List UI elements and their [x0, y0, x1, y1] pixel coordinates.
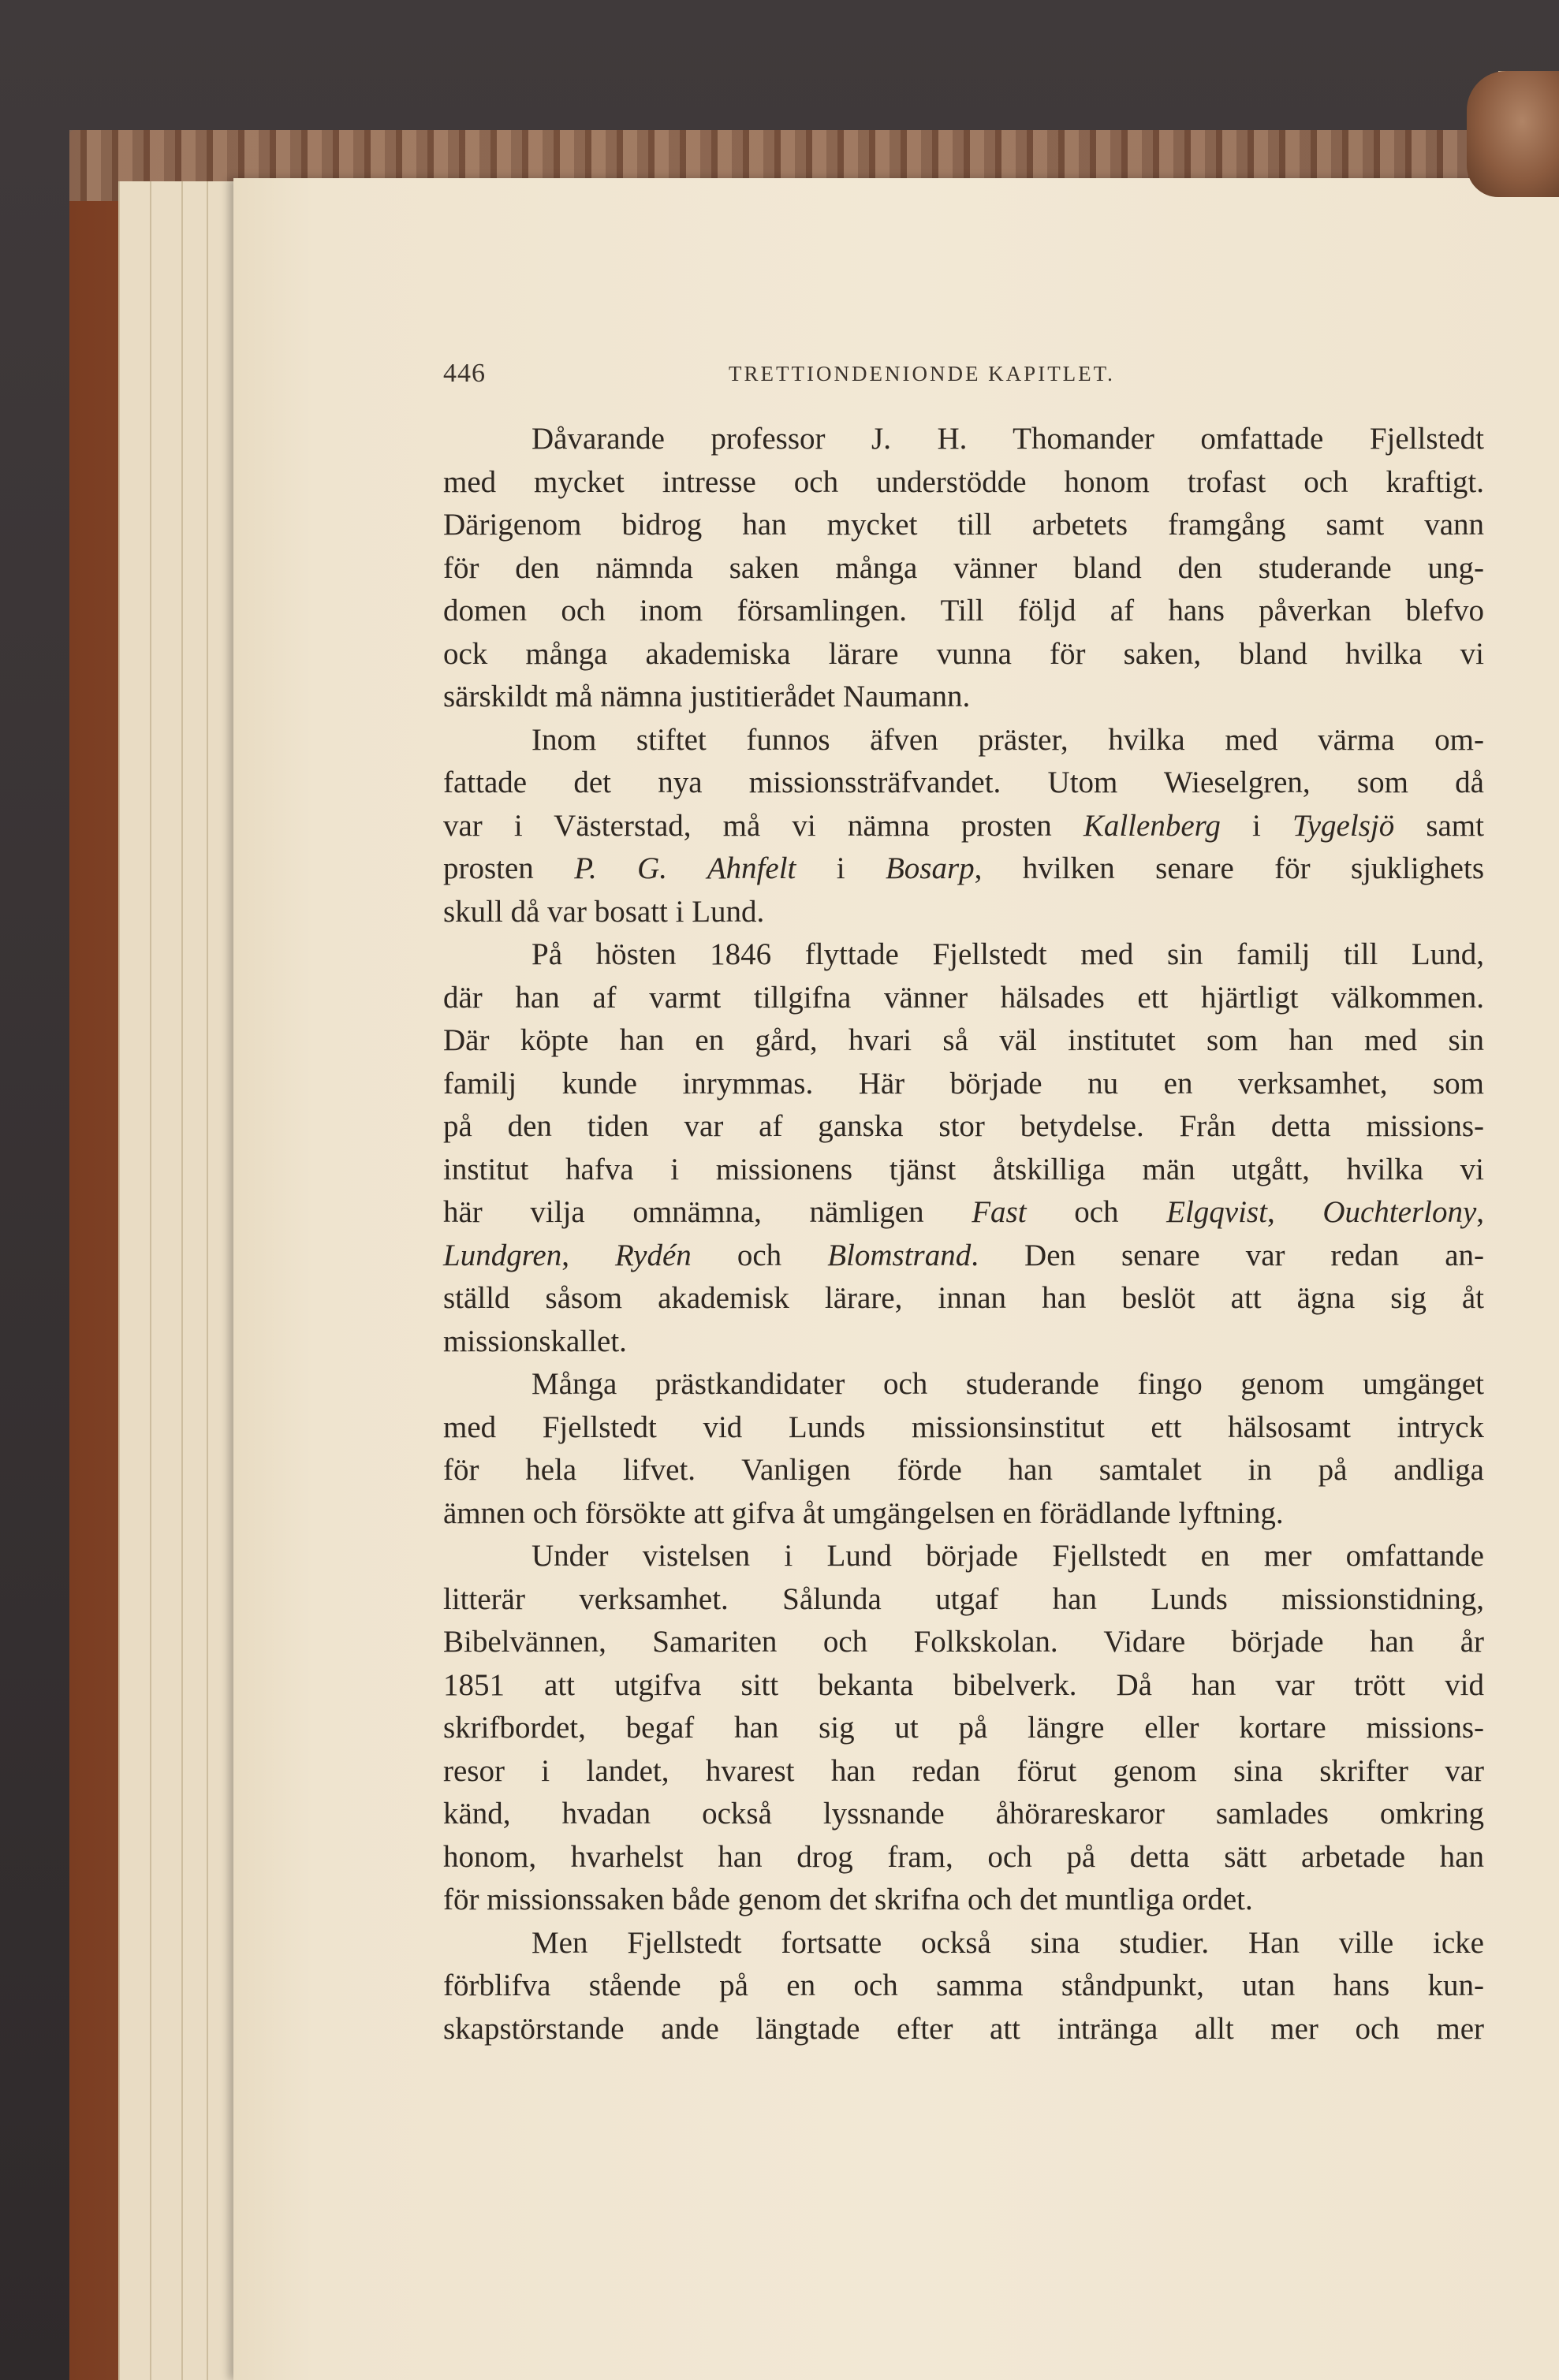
body-text — [443, 418, 1484, 2050]
italic-name: Blomstrand — [827, 1238, 972, 1272]
text-line: med mycket intresse och understödde honom trofast och kraftigt. — [443, 464, 1484, 499]
text-line: 1851 att utgifva sitt bekanta bibelverk. Då han var trött vid — [443, 1667, 1484, 1702]
text-line: missionskallet. — [443, 1324, 627, 1358]
page-stack-edge — [207, 181, 235, 2380]
text-line: för den nämnda saken många vänner bland den studerande ung- — [443, 550, 1484, 585]
text-line: ock många akademiska lärare vunna för saken, bland hvilka vi — [443, 636, 1484, 671]
running-head: TRETTIONDENIONDE KAPITLET. — [729, 362, 1115, 385]
text-line: särskildt må nämna justitierådet Naumann. — [443, 680, 971, 713]
text-line: ställd såsom akademisk lärare, innan han beslöt att ägna sig åt — [443, 1281, 1484, 1315]
text-run: var i Västerstad, må vi nämna prosten — [443, 808, 1083, 843]
text-run: och — [691, 1238, 828, 1272]
text-line: domen och inom församlingen. Till följd af hans påverkan blefvo — [443, 594, 1484, 628]
text-line: skrifbordet, begaf han sig ut på längre eller kortare missions- — [443, 1711, 1484, 1745]
text-run: prosten — [443, 851, 575, 885]
text-line: Dåvarande professor J. H. Thomander omfattade Fjellstedt — [531, 422, 1484, 456]
text-run: , — [561, 1238, 616, 1272]
italic-name: Ouchterlony — [1322, 1195, 1477, 1229]
text-line: med Fjellstedt vid Lunds missionsinstitut ett hälsosamt intryck — [443, 1410, 1484, 1444]
italic-name: Kallenberg — [1083, 808, 1221, 843]
text-run: och — [1026, 1195, 1167, 1229]
text-line: för missionssaken både genom det skrifna och det muntliga ordet. — [443, 1883, 1253, 1916]
italic-name: Bosarp — [885, 851, 975, 885]
text-line — [443, 805, 1484, 848]
text-run: , — [1266, 1195, 1323, 1229]
text-line: på den tiden var af ganska stor betydelse. Från detta missions- — [443, 1109, 1484, 1143]
text-line: litterär verksamhet. Sålunda utgaf han Lunds missionstidning, — [443, 1581, 1484, 1616]
text-line — [443, 1191, 1484, 1235]
italic-name: Tygelsjö — [1292, 808, 1395, 843]
text-line: familj kunde inrymmas. Här började nu en verksamhet, som — [443, 1066, 1484, 1101]
text-line: Därigenom bidrog han mycket till arbetets framgång samt vann — [443, 508, 1484, 542]
text-line: Men Fjellstedt fortsatte också sina studier. Han ville icke — [531, 1925, 1484, 1960]
text-line: honom, hvarhelst han drog fram, och på detta sätt arbetade han — [443, 1839, 1484, 1874]
text-run: i — [796, 851, 886, 885]
text-line: resor i landet, hvarest han redan förut genom sina skrifter var — [443, 1753, 1484, 1788]
text-line — [443, 1235, 1484, 1278]
text-run: , — [1476, 1195, 1485, 1229]
italic-name: P. G. Ahnfelt — [574, 851, 796, 885]
text-line: fattade det nya missionssträfvandet. Utom Wieselgren, som då — [443, 765, 1484, 799]
text-line: Bibelvännen, Samariten och Folkskolan. Vidare började han år — [443, 1625, 1484, 1659]
page-header — [443, 359, 1484, 398]
text-line: Där köpte han en gård, hvari så väl institutet som han med sin — [443, 1023, 1484, 1057]
italic-name: Elgqvist — [1166, 1195, 1267, 1229]
page-number: 446 — [443, 359, 486, 388]
text-line: Många prästkandidater och studerande fingo genom umgänget — [531, 1367, 1484, 1401]
text-line: ämnen och försökte att gifva åt umgängelsen en förädlande lyftning. — [443, 1495, 1284, 1530]
text-line: skapstörstande ande längtade efter att intränga allt mer och mer — [443, 2011, 1484, 2046]
text-run: i — [1220, 808, 1292, 843]
text-run: här vilja omnämna, nämligen — [443, 1195, 972, 1229]
text-line: Under vistelsen i Lund började Fjellstedt en mer omfattande — [531, 1539, 1484, 1573]
text-line: för hela lifvet. Vanligen förde han samtalet in på andliga — [443, 1453, 1484, 1487]
italic-name: Rydén — [615, 1238, 692, 1272]
text-line: känd, hvadan också lyssnande åhörareskaror samlades omkring — [443, 1797, 1484, 1831]
text-run: . Den senare var redan an- — [971, 1238, 1485, 1272]
text-run: , hvilken senare för sjuklighets — [974, 851, 1485, 885]
text-line: där han af varmt tillgifna vänner hälsades ett hjärtligt välkommen. — [443, 980, 1484, 1015]
text-line: På hösten 1846 flyttade Fjellstedt med sin familj till Lund, — [531, 937, 1484, 971]
text-line: Inom stiftet funnos äfven präster, hvilka med värma om- — [531, 722, 1484, 757]
italic-name: Lundgren — [443, 1238, 562, 1272]
binding-corner — [1467, 71, 1559, 197]
text-line: skull då var bosatt i Lund. — [443, 894, 765, 929]
text-line: institut hafva i missionens tjänst åtskilliga män utgått, hvilka vi — [443, 1152, 1484, 1186]
italic-name: Fast — [972, 1195, 1027, 1229]
text-line — [443, 847, 1484, 891]
text-run: samt — [1394, 808, 1484, 843]
text-line: förblifva stående på en och samma ståndpunkt, utan hans kun- — [443, 1968, 1484, 2002]
